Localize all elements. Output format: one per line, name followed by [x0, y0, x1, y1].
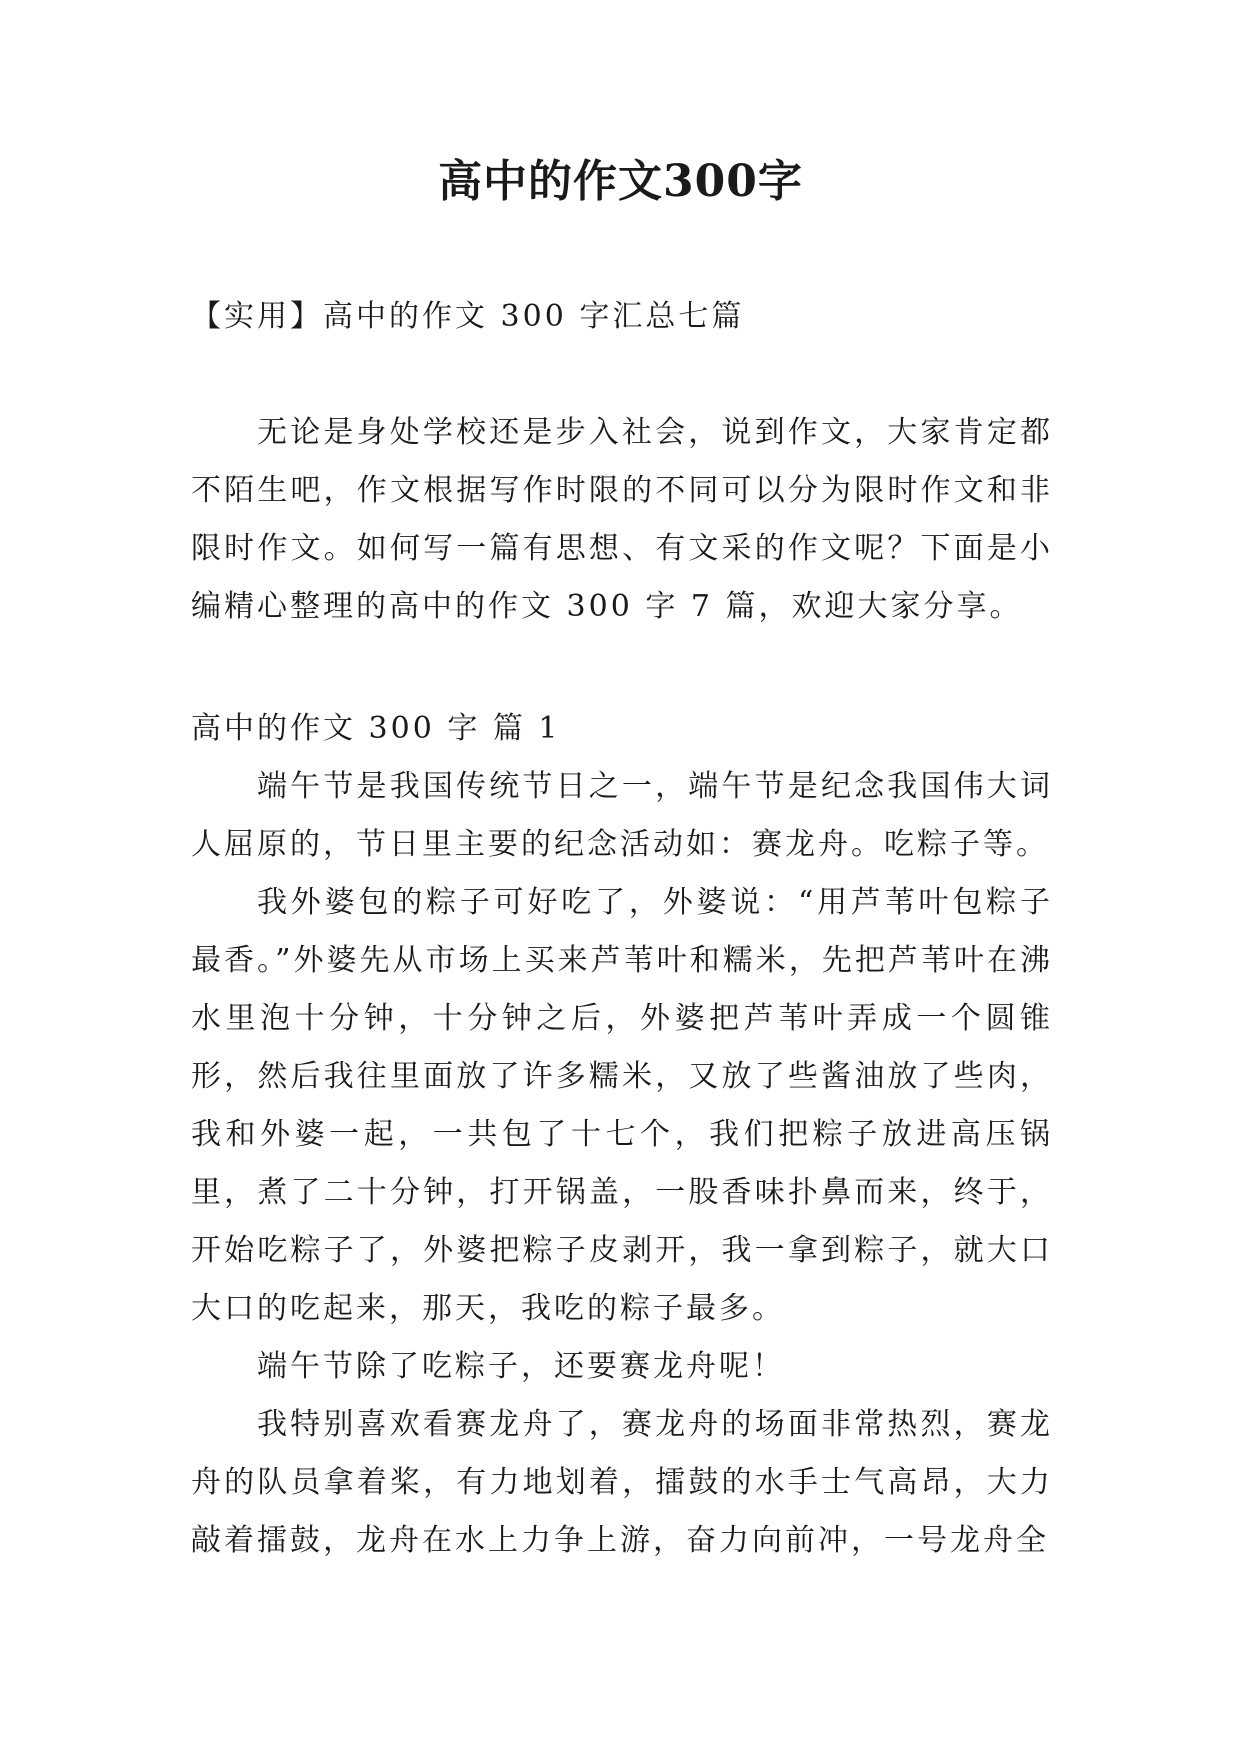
- essay-paragraph: 我特别喜欢看赛龙舟了，赛龙舟的场面非常热烈，赛龙舟的队员拿着桨，有力地划着，擂鼓的水手士气高昂，大力敲着擂鼓，龙舟在水上力争上游，奋力向前冲，一号龙舟全: [191, 1407, 1053, 1558]
- document-title: 高中的作文300字: [438, 156, 803, 207]
- essay-paragraph: 端午节除了吃粽子，还要赛龙舟呢！: [257, 1349, 785, 1384]
- intro-paragraph: 无论是身处学校还是步入社会，说到作文，大家肯定都不陌生吧，作文根据写作时限的不同可以分为限时作文和非限时作文。如何写一篇有思想、有文采的作文呢？下面是小编精心整理的高中的作文 300 字 7 篇，欢迎大家分享。: [191, 415, 1053, 624]
- section-heading: 高中的作文 300 字 篇 1: [191, 711, 561, 746]
- essay-paragraph: 我外婆包的粽子可好吃了，外婆说：“用芦苇叶包粽子最香。”外婆先从市场上买来芦苇叶和糯米，先把芦苇叶在沸水里泡十分钟，十分钟之后，外婆把芦苇叶弄成一个圆锥形，然后我往里面放了许多糯米，又放了些酱油放了些肉，我和外婆一起，一共包了十七个，我们把粽子放进高压锅里，煮了二十分钟，打开锅盖，一股香味扑鼻而来，终于，开始吃粽子了，外婆把粽子皮剥开，我一拿到粽子，就大口大口的吃起来，那天，我吃的粽子最多。: [191, 885, 1053, 1326]
- document-subtitle: 【实用】高中的作文 300 字汇总七篇: [191, 299, 745, 334]
- essay-paragraph: 端午节是我国传统节日之一，端午节是纪念我国伟大词人屈原的，节日里主要的纪念活动如：赛龙舟。吃粽子等。: [191, 769, 1053, 862]
